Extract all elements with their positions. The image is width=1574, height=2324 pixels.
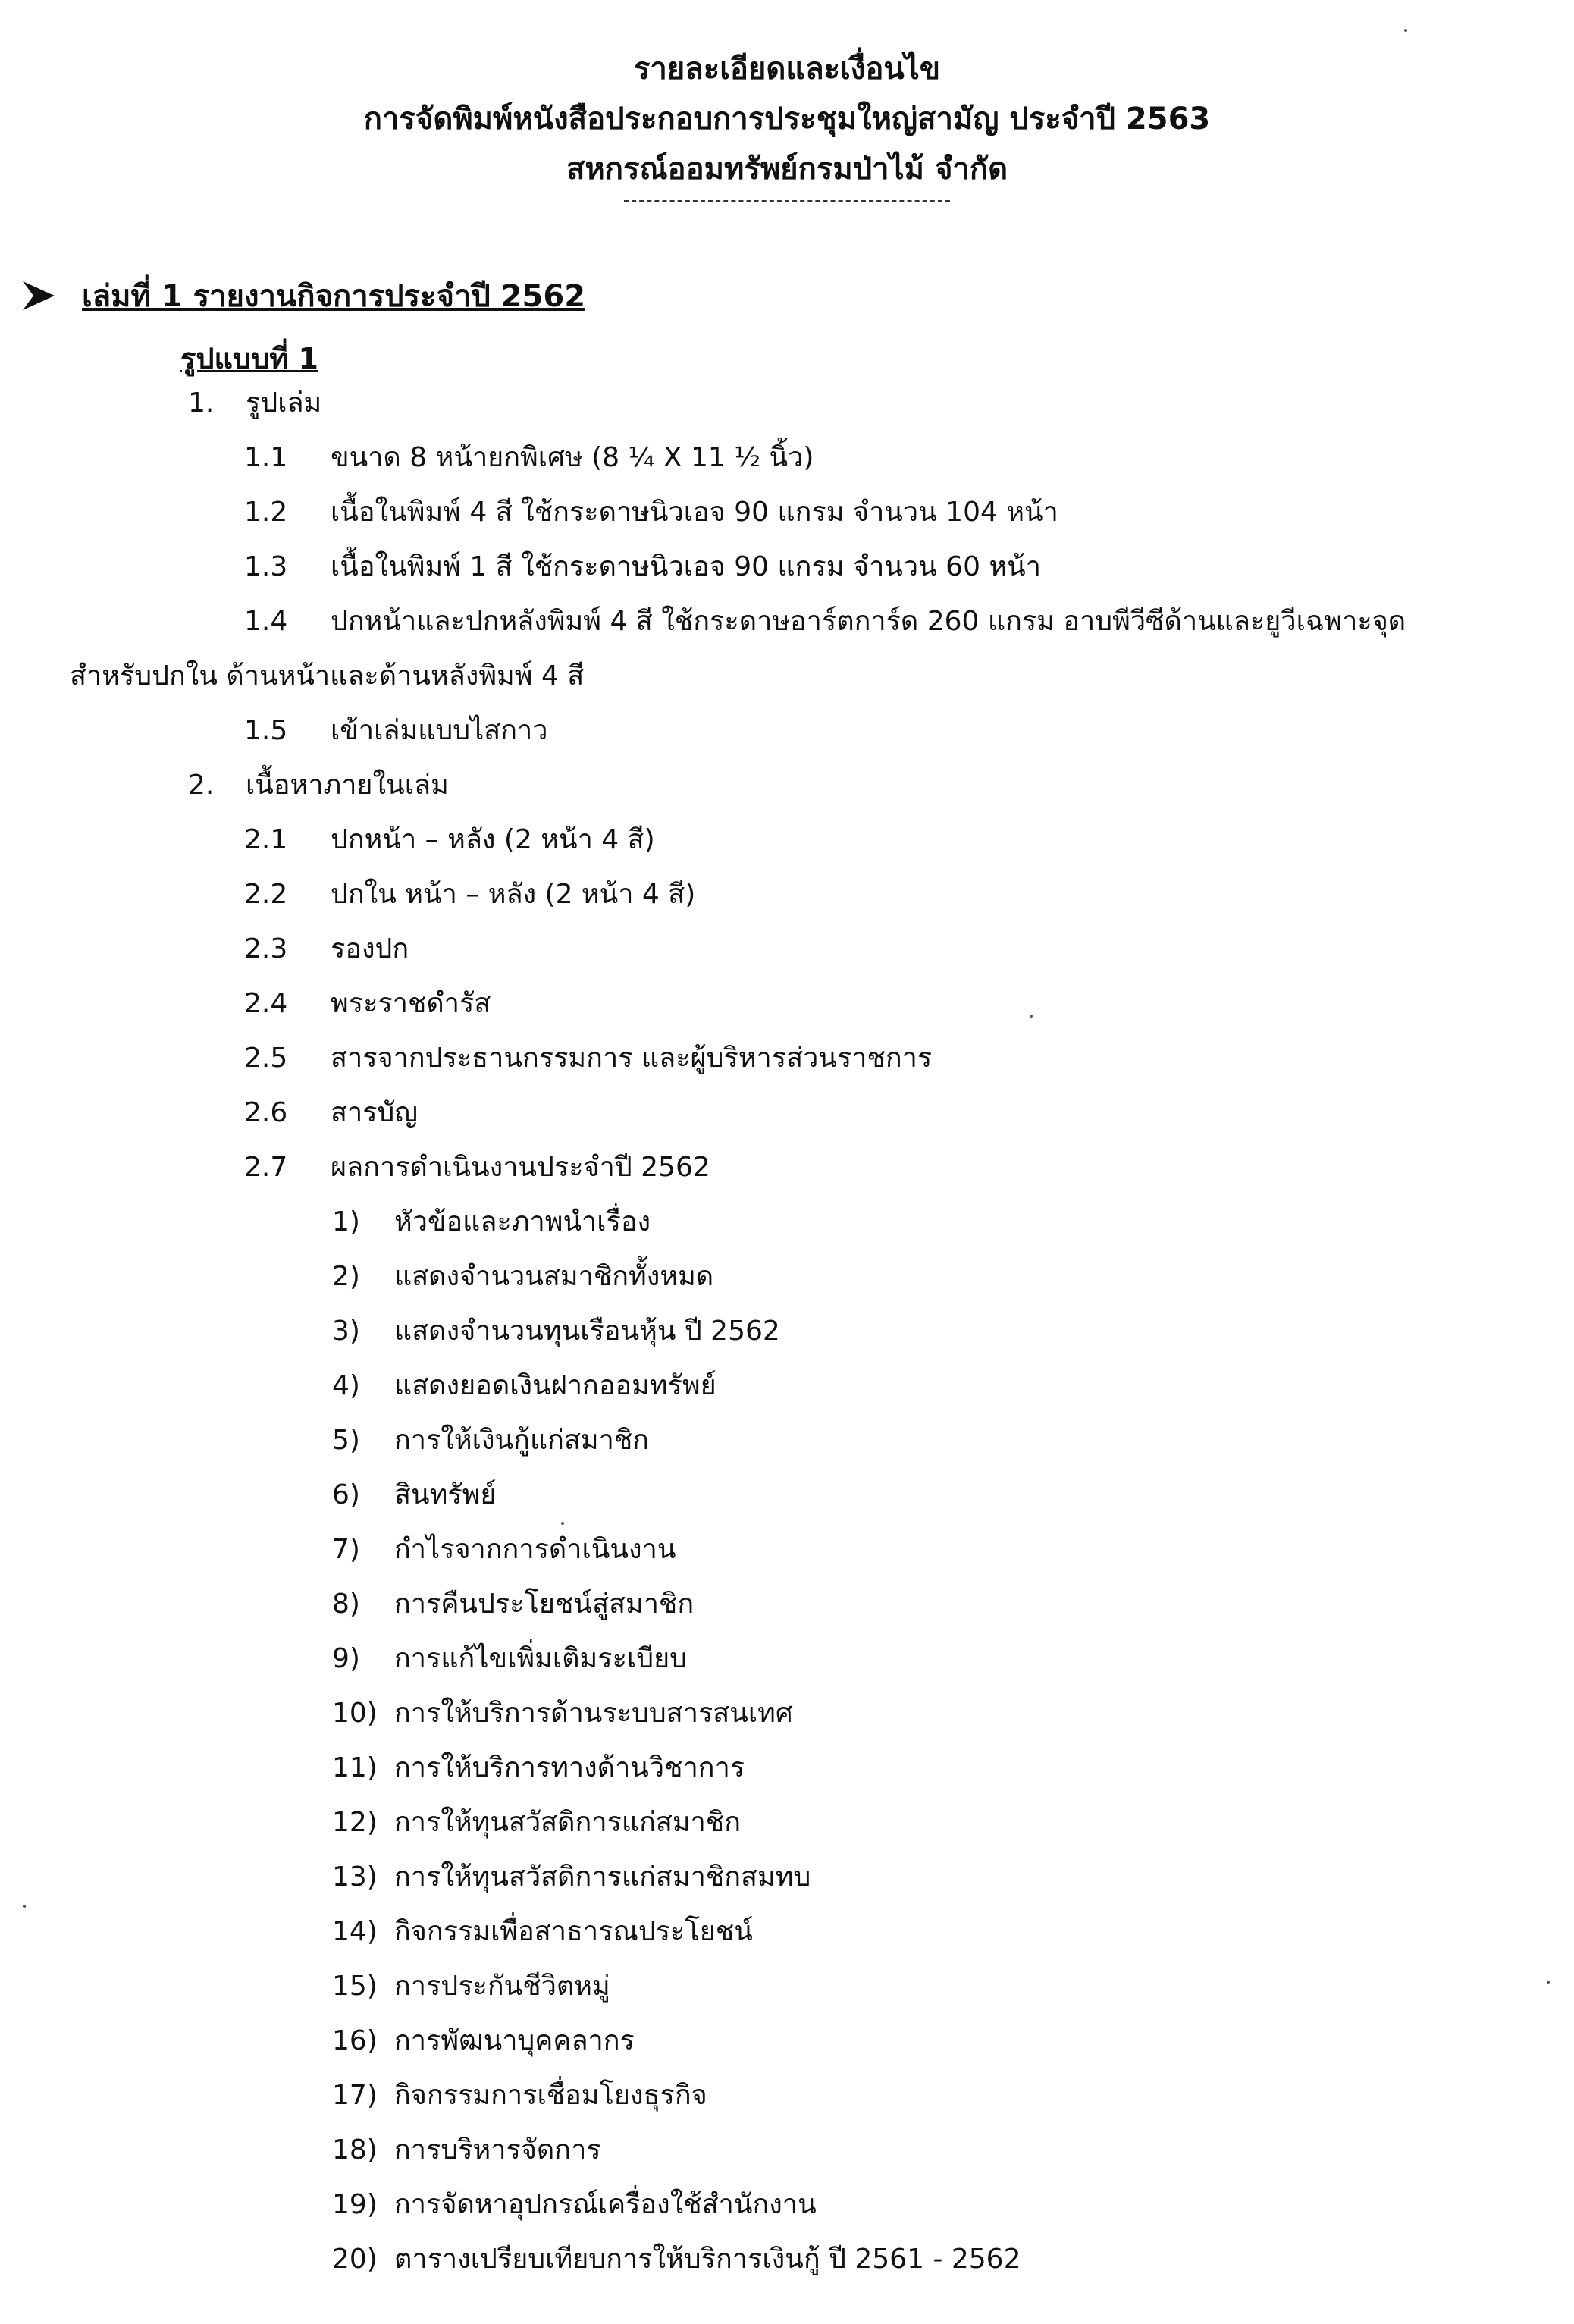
list-item: [244, 877, 695, 913]
item-number: 1.2: [244, 497, 288, 528]
item-number: 6): [332, 1479, 360, 1510]
item-text: พระราชดำรัส: [331, 988, 491, 1019]
item-number: 19): [332, 2189, 378, 2220]
item-number: 2.7: [244, 1152, 288, 1183]
item-number: 13): [332, 1861, 378, 1893]
scan-speck: [1030, 1015, 1033, 1018]
item-number: 20): [332, 2244, 378, 2275]
item-text: กิจกรรมการเชื่อมโยงธุรกิจ: [394, 2080, 707, 2111]
document-header: [0, 44, 1574, 202]
item-text: ตารางเปรียบเทียบการให้บริการเงินกู้ ปี 2561 - 2562: [394, 2244, 1021, 2275]
item-number: 12): [332, 1807, 378, 1838]
scan-speck: [1404, 29, 1407, 32]
item-number: 1): [332, 1206, 360, 1237]
list-item: [244, 604, 1406, 640]
item-text: สารบัญ: [331, 1097, 419, 1128]
item-text: เนื้อในพิมพ์ 1 สี ใช้กระดาษนิวเอจ 90 แกรม จำนวน 60 หน้า: [331, 551, 1041, 582]
list-sub-item: [332, 1313, 780, 1350]
item-text: เข้าเล่มแบบไสกาว: [331, 715, 548, 746]
section-heading: [21, 273, 585, 318]
list-sub-item: [332, 1914, 753, 1950]
item-number: 10): [332, 1698, 378, 1729]
item-number: 17): [332, 2080, 378, 2111]
header-divider: [624, 200, 950, 202]
list-sub-item: [332, 1805, 741, 1841]
list-sub-item: [332, 1259, 713, 1295]
item-number: 2.: [188, 770, 215, 801]
item-text: แสดงยอดเงินฝากออมทรัพย์: [394, 1370, 716, 1401]
list-sub-item: [332, 2023, 635, 2059]
list-sub-item: [332, 2187, 817, 2223]
item-number: 2.6: [244, 1097, 288, 1128]
list-sub-item: [332, 2241, 1021, 2278]
item-text: เนื้อหาภายในเล่ม: [246, 770, 449, 801]
item-number: 1.4: [244, 606, 288, 637]
item-text: การคืนประโยชน์สู่สมาชิก: [394, 1589, 695, 1620]
item-number: 1.5: [244, 715, 288, 746]
item-text: การให้บริการทางด้านวิชาการ: [394, 1752, 745, 1783]
header-line-2: การจัดพิมพ์หนังสือประกอบการประชุมใหญ่สามัญ ประจำปี 2563: [363, 102, 1211, 136]
item-text: สินทรัพย์: [394, 1479, 497, 1510]
item-number: 11): [332, 1752, 378, 1783]
item-number: 2.3: [244, 933, 288, 964]
item-text: กำไรจากการดำเนินงาน: [394, 1534, 676, 1565]
item-text: ปกหน้าและปกหลังพิมพ์ 4 สี ใช้กระดาษอาร์ตการ์ด 260 แกรม อาบพีวีซีด้านและยูวีเฉพาะจุด: [331, 606, 1406, 637]
item-number: 4): [332, 1370, 360, 1401]
item-text: ปกใน หน้า – หลัง (2 หน้า 4 สี): [331, 879, 696, 910]
list-item: [244, 549, 1041, 585]
item-text: แสดงจำนวนทุนเรือนหุ้น ปี 2562: [394, 1316, 780, 1347]
item-number: 15): [332, 1971, 378, 2002]
list-sub-item: [332, 1968, 610, 2005]
item-number: 3): [332, 1316, 360, 1347]
list-heading-book-format: [188, 385, 321, 422]
item-number: 1.3: [244, 551, 288, 582]
item-number: 2.4: [244, 988, 288, 1019]
list-sub-item: [332, 1204, 651, 1240]
scan-speck: [23, 1905, 26, 1908]
item-number: 2.5: [244, 1043, 288, 1074]
list-item: [244, 713, 547, 749]
list-sub-item: [332, 1641, 687, 1677]
item-text: การแก้ไขเพิ่มเติมระเบียบ: [394, 1643, 688, 1674]
item-text: การให้ทุนสวัสดิการแก่สมาชิกสมทบ: [394, 1861, 811, 1893]
item-number: 14): [332, 1916, 378, 1947]
item-number: 8): [332, 1589, 360, 1620]
item-text: รองปก: [331, 933, 409, 964]
item-number: 2): [332, 1261, 360, 1292]
list-heading-contents: [188, 767, 449, 804]
item-text: หัวข้อและภาพนำเรื่อง: [394, 1206, 651, 1237]
item-text: ขนาด 8 หน้ายกพิเศษ (8 ¼ X 11 ½ นิ้ว): [331, 442, 814, 473]
item-text: ปกหน้า – หลัง (2 หน้า 4 สี): [331, 824, 655, 855]
item-text: การให้บริการด้านระบบสารสนเทศ: [394, 1698, 793, 1729]
list-item: [244, 931, 409, 968]
section-subtitle: รูปแบบที่ 1: [180, 342, 318, 375]
list-item: [244, 1040, 932, 1077]
item-text: การพัฒนาบุคคลากร: [394, 2025, 635, 2056]
list-sub-item: [332, 1586, 694, 1623]
item-number: 16): [332, 2025, 378, 2056]
list-item: [244, 1149, 710, 1186]
item-number: 1.1: [244, 442, 288, 473]
list-sub-item: [332, 2078, 707, 2114]
item-number: 2.2: [244, 879, 288, 910]
list-sub-item: [332, 1750, 745, 1786]
section-title: เล่มที่ 1 รายงานกิจการประจำปี 2562: [82, 279, 586, 314]
list-sub-item: [332, 1368, 716, 1404]
list-item: [244, 440, 814, 476]
item-text: ผลการดำเนินงานประจำปี 2562: [331, 1152, 710, 1183]
item-text: การบริหารจัดการ: [394, 2134, 601, 2166]
list-sub-item: [332, 1422, 649, 1459]
item-number: 2.1: [244, 824, 288, 855]
list-sub-item: [332, 1532, 676, 1568]
item-text: แสดงจำนวนสมาชิกทั้งหมด: [394, 1261, 714, 1292]
scan-speck: [1547, 1981, 1550, 1984]
item-text: สารจากประธานกรรมการ และผู้บริหารส่วนราชการ: [331, 1043, 933, 1074]
item-number: 5): [332, 1425, 360, 1456]
item-text: รูปเล่ม: [246, 387, 322, 419]
list-sub-item: [332, 1477, 496, 1513]
item-number: 7): [332, 1534, 360, 1565]
item-text: เนื้อในพิมพ์ 4 สี ใช้กระดาษนิวเอจ 90 แกรม จำนวน 104 หน้า: [331, 497, 1058, 528]
scan-speck: [561, 1522, 564, 1525]
list-item: [244, 494, 1058, 531]
item-number: 1.: [188, 387, 215, 419]
list-sub-item: [332, 2132, 601, 2169]
list-sub-item: [332, 1695, 793, 1732]
item-text: การให้เงินกู้แก่สมาชิก: [394, 1425, 650, 1456]
header-line-1: รายละเอียดและเงื่อนไข: [633, 52, 941, 86]
item-number: 18): [332, 2134, 378, 2166]
list-sub-item: [332, 1859, 811, 1896]
item-text: การประกันชีวิตหมู่: [394, 1971, 610, 2002]
item-text: กิจกรรมเพื่อสาธารณประโยชน์: [394, 1916, 753, 1947]
header-line-3: สหกรณ์ออมทรัพย์กรมป่าไม้ จำกัด: [566, 152, 1008, 187]
list-item: [244, 1095, 418, 1131]
item-text: การให้ทุนสวัสดิการแก่สมาชิก: [394, 1807, 742, 1838]
list-item: [244, 986, 491, 1022]
list-item-continuation: สำหรับปกใน ด้านหน้าและด้านหลังพิมพ์ 4 สี: [70, 660, 585, 692]
list-item: [244, 822, 655, 858]
item-text: การจัดหาอุปกรณ์เครื่องใช้สำนักงาน: [394, 2189, 817, 2220]
item-number: 9): [332, 1643, 360, 1674]
arrow-icon: [21, 280, 56, 312]
